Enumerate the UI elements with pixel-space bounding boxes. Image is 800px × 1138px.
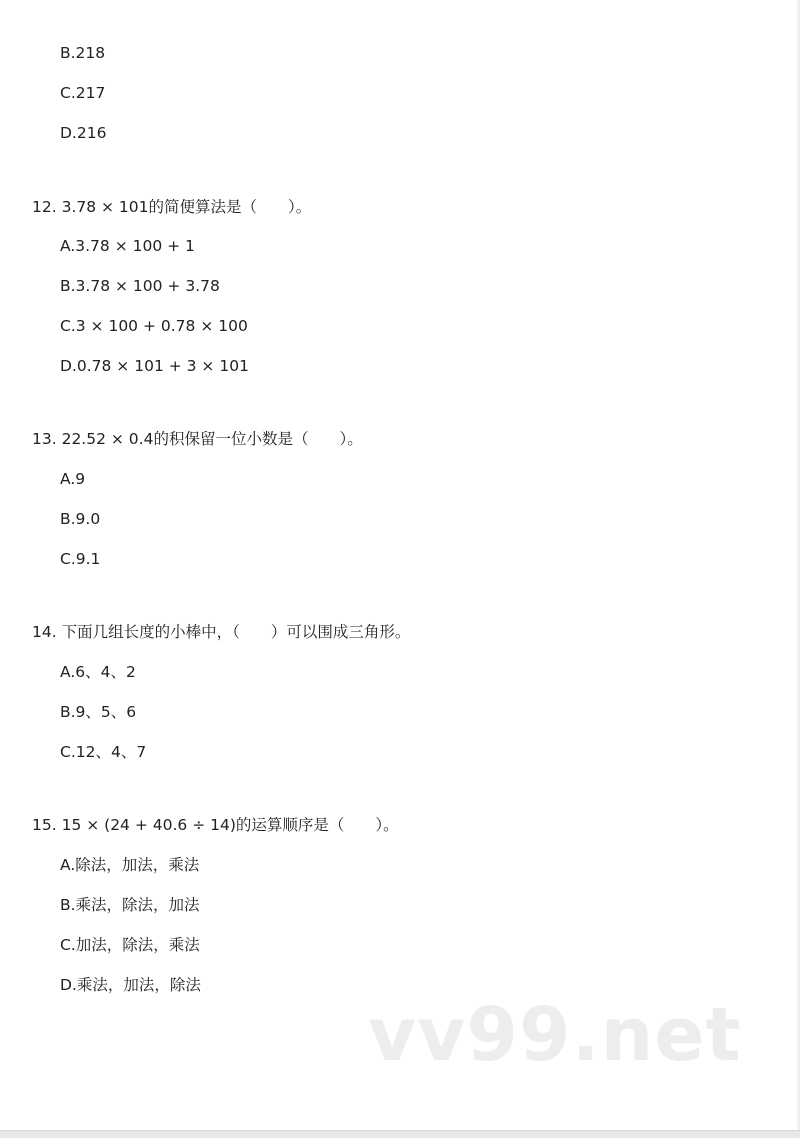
watermark: vv99.net — [368, 992, 742, 1078]
question-15-option-d: D.乘法，加法，除法 — [60, 976, 201, 994]
option-c-prev: C.217 — [60, 84, 106, 102]
page-edge-shadow — [796, 0, 800, 1137]
question-15-option-a: A.除法，加法，乘法 — [60, 856, 200, 874]
question-14-option-c: C.12、4、7 — [60, 743, 147, 761]
option-d-prev: D.216 — [60, 124, 107, 142]
option-b-prev: B.218 — [60, 44, 106, 62]
question-14-option-a: A.6、4、2 — [60, 663, 136, 681]
question-13-option-a: A.9 — [60, 470, 86, 488]
question-12-option-a: A.3.78 × 100 + 1 — [60, 237, 195, 255]
question-12-option-c: C.3 × 100 + 0.78 × 100 — [60, 317, 248, 335]
question-13-stem: 13. 22.52 × 0.4的积保留一位小数是（ ）。 — [32, 430, 363, 448]
question-14-option-b: B.9、5、6 — [60, 703, 137, 721]
question-15-stem: 15. 15 × (24 + 40.6 ÷ 14)的运算顺序是（ ）。 — [32, 816, 399, 834]
question-12-option-d: D.0.78 × 101 + 3 × 101 — [60, 357, 249, 375]
question-12-stem: 12. 3.78 × 101的简便算法是（ ）。 — [32, 198, 312, 216]
question-15-option-c: C.加法，除法，乘法 — [60, 936, 200, 954]
question-12-option-b: B.3.78 × 100 + 3.78 — [60, 277, 220, 295]
question-15-option-b: B.乘法，除法，加法 — [60, 896, 200, 914]
question-13-option-b: B.9.0 — [60, 510, 101, 528]
question-13-option-c: C.9.1 — [60, 550, 101, 568]
question-14-stem: 14. 下面几组长度的小棒中，（ ）可以围成三角形。 — [32, 623, 411, 641]
